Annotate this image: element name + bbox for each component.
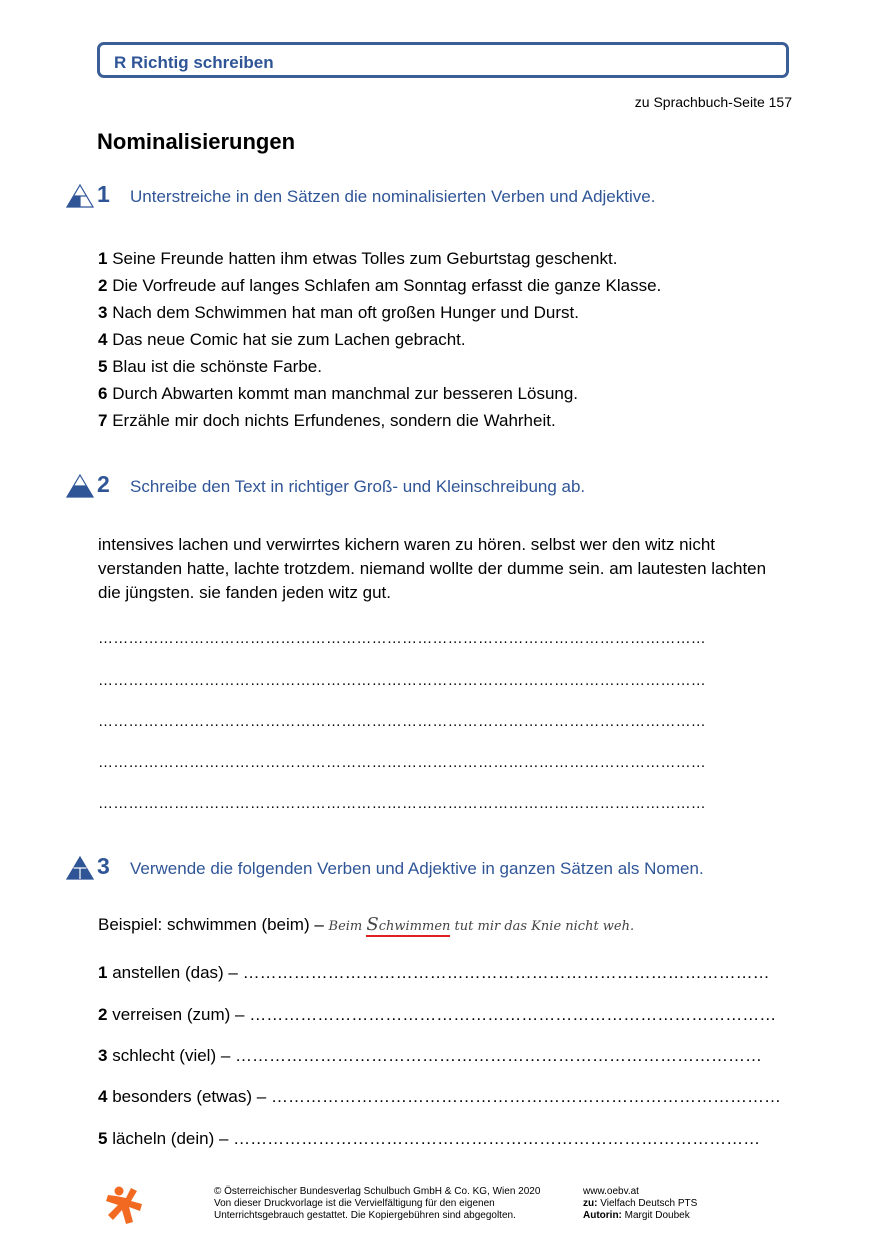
answer-line[interactable]: …………………………………………………………………………………	[249, 1005, 777, 1024]
sentence-number: 3	[98, 303, 108, 322]
item-prompt: lächeln (dein) –	[112, 1129, 234, 1148]
example-prefix: Beim	[328, 919, 367, 934]
page-title: Nominalisierungen	[97, 129, 296, 154]
exercise-item	[98, 1129, 760, 1149]
section-title: R Richtig schreiben	[114, 53, 274, 72]
copyright-line: © Österreichischer Bundesverlag Schulbuch GmbH & Co. KG, Wien 2020	[214, 1186, 541, 1197]
exercise-item	[98, 1087, 781, 1107]
example-sentence	[98, 914, 634, 935]
publication-info	[583, 1186, 697, 1222]
sentence-text: Durch Abwarten kommt man manchmal zur besseren Lösung.	[112, 384, 579, 403]
sentence-text: Erzähle mir doch nichts Erfundenes, sondern die Wahrheit.	[112, 411, 556, 430]
author-info	[583, 1210, 697, 1222]
task-number: 2	[97, 471, 110, 497]
writing-line[interactable]: …………………………………………………………………………………………………………	[98, 795, 706, 812]
answer-line[interactable]: …………………………………………………………………………………	[233, 1129, 761, 1148]
answer-line[interactable]: …………………………………………………………………………………	[235, 1046, 763, 1065]
list-item	[98, 407, 661, 434]
capital-letter: S	[366, 914, 379, 935]
sentence-number: 4	[98, 330, 108, 349]
website-link[interactable]: www.oebv.at	[583, 1186, 639, 1197]
exercise-item	[98, 1005, 776, 1025]
source-paragraph: intensives lachen und verwirrtes kichern waren zu hören. selbst wer den witz nicht verstanden hatte, lachte trotzdem. niemand wollte der dumme sein. am lautesten lachten die jüngsten. sie fanden jeden witz gut.	[98, 535, 767, 602]
underlined-noun	[366, 914, 451, 937]
sentence-text: Die Vorfreude auf langes Schlafen am Sonntag erfasst die ganze Klasse.	[112, 276, 662, 295]
difficulty-pyramid-icon	[66, 474, 94, 498]
sentence-text: Nach dem Schwimmen hat man oft großen Hunger und Durst.	[112, 303, 579, 322]
writing-line[interactable]: …………………………………………………………………………………………………………	[98, 754, 706, 771]
copyright-line: Unterrichtsgebrauch gestattet. Die Kopiergebühren sind abgegolten.	[214, 1210, 516, 1221]
task-number: 3	[97, 853, 110, 879]
sentence-text: Das neue Comic hat sie zum Lachen gebracht.	[112, 330, 466, 349]
author-label: Autorin:	[583, 1210, 622, 1221]
answer-line[interactable]: ………………………………………………………………………………	[270, 1087, 781, 1106]
sentence-number: 6	[98, 384, 108, 403]
item-prompt: anstellen (das) –	[112, 963, 243, 982]
difficulty-pyramid-icon	[66, 856, 94, 880]
list-item	[98, 380, 661, 407]
example-label: Beispiel: schwimmen (beim) –	[98, 915, 329, 934]
item-number: 2	[98, 1005, 108, 1024]
item-prompt: schlecht (viel) –	[112, 1046, 236, 1065]
sentence-text: Blau ist die schönste Farbe.	[112, 357, 322, 376]
author-name: Margit Doubek	[621, 1210, 690, 1221]
list-item	[98, 245, 661, 272]
writing-line[interactable]: …………………………………………………………………………………………………………	[98, 630, 706, 647]
list-item	[98, 326, 661, 353]
item-number: 5	[98, 1129, 108, 1148]
task-instruction: Verwende die folgenden Verben und Adjektive in ganzen Sätzen als Nomen.	[130, 859, 704, 878]
noun-rest: chwimmen	[378, 919, 451, 934]
sentence-text: Seine Freunde hatten ihm etwas Tolles zum Geburtstag geschenkt.	[112, 249, 618, 268]
sentence-number: 5	[98, 357, 108, 376]
difficulty-pyramid-icon	[66, 184, 94, 208]
copyright-line: Von dieser Druckvorlage ist die Vervielfältigung für den eigenen	[214, 1198, 495, 1209]
publisher-logo-icon	[104, 1185, 144, 1225]
book-title: Vielfach Deutsch PTS	[597, 1198, 698, 1209]
list-item	[98, 272, 661, 299]
section-header	[97, 42, 789, 78]
list-item	[98, 353, 661, 380]
item-number: 4	[98, 1087, 108, 1106]
task-number: 1	[97, 181, 110, 207]
answer-line[interactable]: …………………………………………………………………………………	[242, 963, 770, 982]
sentence-number: 7	[98, 411, 108, 430]
example-suffix: tut mir das Knie nicht weh.	[450, 919, 635, 934]
item-prompt: verreisen (zum) –	[112, 1005, 250, 1024]
book-reference	[583, 1198, 697, 1210]
sentence-number: 1	[98, 249, 108, 268]
exercise-item	[98, 963, 770, 983]
item-number: 1	[98, 963, 108, 982]
writing-line[interactable]: …………………………………………………………………………………………………………	[98, 672, 706, 689]
task-instruction: Schreibe den Text in richtiger Groß- und Kleinschreibung ab.	[130, 477, 586, 496]
task-instruction: Unterstreiche in den Sätzen die nominalisierten Verben und Adjektive.	[130, 187, 656, 206]
writing-line[interactable]: …………………………………………………………………………………………………………	[98, 713, 706, 730]
sentence-list	[98, 245, 661, 434]
list-item	[98, 299, 661, 326]
item-prompt: besonders (etwas) –	[112, 1087, 271, 1106]
book-label: zu:	[583, 1198, 598, 1209]
page-reference: zu Sprachbuch-Seite 157	[634, 94, 792, 110]
handwritten-example	[328, 914, 635, 937]
copyright-notice	[214, 1186, 540, 1222]
sentence-number: 2	[98, 276, 108, 295]
item-number: 3	[98, 1046, 108, 1065]
exercise-item	[98, 1046, 762, 1066]
